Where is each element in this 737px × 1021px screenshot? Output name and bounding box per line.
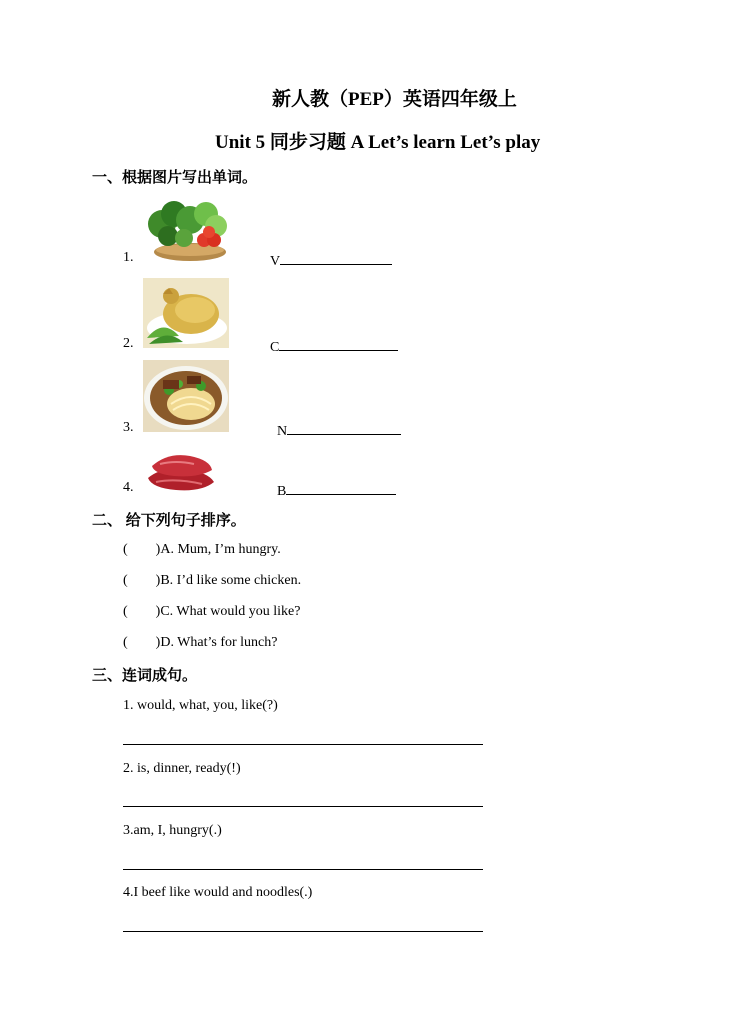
sentence-text: A. Mum, I’m hungry.	[160, 542, 281, 557]
answer-hint-letter: B	[277, 484, 287, 499]
scrambled-sentence-2: 2. is, dinner, ready(!)	[123, 761, 241, 776]
document-title: 新人教（PEP）英语四年级上	[272, 89, 517, 110]
vegetables-icon	[144, 198, 230, 263]
ordering-item-b	[123, 573, 301, 589]
answer-field-3[interactable]	[277, 420, 401, 440]
item-2-number: 2.	[123, 336, 134, 351]
answer-blank[interactable]	[287, 420, 401, 435]
section-2-heading: 二、 给下列句子排序。	[92, 513, 246, 529]
item-3-number: 3.	[123, 420, 134, 435]
order-bracket[interactable]: ( )	[123, 573, 161, 588]
sentence-text: D. What’s for lunch?	[160, 635, 278, 650]
answer-field-1[interactable]	[270, 250, 392, 270]
chicken-icon	[143, 278, 229, 348]
answer-line-4[interactable]	[123, 931, 483, 932]
ordering-item-c	[123, 604, 300, 620]
answer-field-2[interactable]	[270, 336, 398, 356]
order-bracket[interactable]: ( )	[123, 542, 161, 557]
ordering-item-a	[123, 542, 281, 558]
answer-blank[interactable]	[279, 336, 398, 351]
order-bracket[interactable]: ( )	[123, 604, 161, 619]
item-1-number: 1.	[123, 250, 134, 265]
document-subtitle: Unit 5 同步习题 A Let’s learn Let’s play	[215, 132, 541, 153]
section-1-heading: 一、根据图片写出单词。	[92, 170, 258, 186]
section-3-heading: 三、连词成句。	[92, 668, 198, 684]
noodles-icon	[143, 360, 229, 432]
item-4-number: 4.	[123, 480, 134, 495]
answer-blank[interactable]	[286, 480, 396, 495]
beef-icon	[142, 444, 220, 494]
answer-line-3[interactable]	[123, 869, 483, 870]
scrambled-sentence-1: 1. would, what, you, like(?)	[123, 698, 278, 713]
order-bracket[interactable]: ( )	[123, 635, 161, 650]
answer-line-2[interactable]	[123, 806, 483, 807]
answer-hint-letter: V	[270, 254, 281, 269]
scrambled-sentence-4: 4.I beef like would and noodles(.)	[123, 885, 313, 900]
answer-line-1[interactable]	[123, 744, 483, 745]
scrambled-sentence-3: 3.am, I, hungry(.)	[123, 823, 222, 838]
ordering-item-d	[123, 635, 277, 651]
sentence-text: C. What would you like?	[160, 604, 301, 619]
answer-hint-letter: N	[277, 424, 288, 439]
answer-blank[interactable]	[280, 250, 392, 265]
sentence-text: B. I’d like some chicken.	[160, 573, 302, 588]
answer-field-4[interactable]	[277, 480, 396, 500]
answer-hint-letter: C	[270, 340, 280, 355]
